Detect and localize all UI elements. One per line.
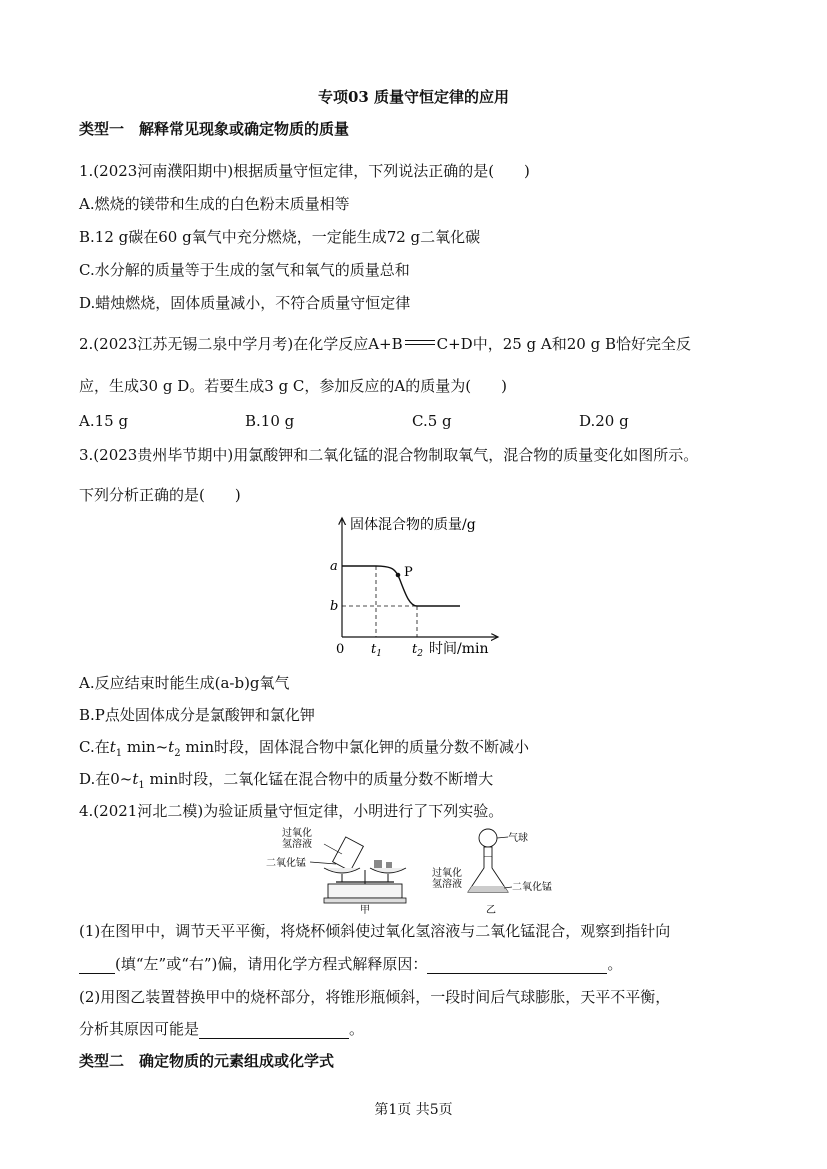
fig-a-label-mno2: 二氧化锰 xyxy=(266,858,306,869)
fig-b-label-h2o2-1: 过氧化 xyxy=(432,868,462,879)
mass-change-chart xyxy=(320,512,510,664)
section-heading-2: 类型二 确定物质的元素组成或化学式 xyxy=(79,1052,335,1070)
figure-b-flask xyxy=(424,824,572,914)
q3-option-b: B.P点处固体成分是氯酸钾和氯化钾 xyxy=(79,706,315,724)
origin-label: 0 xyxy=(336,642,345,657)
q3-option-c: C.在$t_1$ $\min\sim t_2$ min时段，固体混合物中氯化钾的质量分数不断减小 xyxy=(79,738,530,759)
section-heading-1: 类型一 解释常见现象或确定物质的质量 xyxy=(79,120,350,138)
q4-p1-line1: (1)在图甲中，调节天平平衡，将烧杯倾斜使过氧化氢溶液与二氧化锰混合，观察到指针向 xyxy=(79,922,671,940)
q1-option-a: A.燃烧的镁带和生成的白色粉末质量相等 xyxy=(79,195,350,213)
q3-stem-line2: 下列分析正确的是( ) xyxy=(79,486,241,504)
q2-option-c: C.5 g xyxy=(412,412,452,430)
q4-p1-mid: (填“左”或“右”)偏，请用化学方程式解释原因： xyxy=(115,955,428,973)
q3-c-pre: C.在 xyxy=(79,738,110,756)
q2-option-a: A.15 g xyxy=(79,412,129,430)
q3-option-a: A.反应结束时能生成(a-b)g氧气 xyxy=(79,674,290,692)
q2-stem-line2: 应，生成30 g D。若要生成3 g C，参加反应的A的质量为( ) xyxy=(79,377,507,395)
q3-c-post: min时段，固体混合物中氯化钾的质量分数不断减小 xyxy=(180,738,530,756)
fig-b-label-balloon: 气球 xyxy=(508,833,528,844)
point-p-label: P xyxy=(404,565,413,580)
q3-stem-line1: 3.(2023贵州毕节期中)用氯酸钾和二氧化锰的混合物制取氧气，混合物的质量变化如图所示。 xyxy=(79,446,699,464)
q2-option-b: B.10 g xyxy=(245,412,295,430)
y-axis-label: 固体混合物的质量/g xyxy=(350,517,476,533)
q3-option-d: D.在$0\sim t_1$ min时段，二氧化锰在混合物中的质量分数不断增大 xyxy=(79,770,494,791)
y-tick-b: b xyxy=(330,599,339,614)
series-line xyxy=(342,566,460,606)
q1-option-d: D.蜡烛燃烧，固体质量减小，不符合质量守恒定律 xyxy=(79,294,411,312)
q2-stem-post: C+D中，25 g A和20 g B恰好完全反 xyxy=(436,335,692,353)
q3-c-mid: min~ xyxy=(122,738,169,756)
fig-a-label-h2o2-1: 过氧化 xyxy=(282,828,312,839)
q4-p2-pre: 分析其原因可能是 xyxy=(79,1020,200,1038)
fig-b-label-mno2: 二氧化锰 xyxy=(512,882,552,893)
q2-stem xyxy=(79,333,691,354)
page-title: 专项03 质量守恒定律的应用 xyxy=(317,88,510,106)
page-footer: 第1页 共5页 xyxy=(374,1102,453,1118)
q4-p2-end: 。 xyxy=(349,1020,365,1038)
fig-a-caption: 甲 xyxy=(360,905,370,914)
q4-p2-line1: (2)用图乙装置替换甲中的烧杯部分，将锥形瓶倾斜，一段时间后气球膨胀，天平不平衡， xyxy=(79,988,671,1006)
answer-blank-1[interactable] xyxy=(79,958,115,974)
fig-b-label-h2o2-2: 氢溶液 xyxy=(432,879,462,890)
q1-option-c: C.水分解的质量等于生成的氢气和氧气的质量总和 xyxy=(79,261,410,279)
equals-sign-icon xyxy=(403,340,437,350)
x-tick-t2: $t_2$ xyxy=(412,642,423,659)
q4-p1-line2 xyxy=(79,953,622,974)
point-p xyxy=(396,573,401,578)
x-tick-t1: $t_1$ xyxy=(371,642,382,659)
q4-p1-end: 。 xyxy=(607,955,623,973)
q2-option-d: D.20 g xyxy=(579,412,629,430)
fig-b-caption: 乙 xyxy=(486,905,496,914)
q1-option-b: B.12 g碳在60 g氧气中充分燃烧，一定能生成72 g二氧化碳 xyxy=(79,228,481,246)
q1-stem: 1.(2023河南濮阳期中)根据质量守恒定律，下列说法正确的是( ) xyxy=(79,162,530,180)
answer-blank-3[interactable] xyxy=(199,1023,349,1039)
q3-d-post: min时段，二氧化锰在混合物中的质量分数不断增大 xyxy=(144,770,494,788)
figure-a-balance xyxy=(262,824,410,914)
q4-p2-line2 xyxy=(79,1018,364,1039)
y-tick-a: a xyxy=(330,559,338,574)
x-axis-label: 时间/min xyxy=(429,641,489,657)
q3-d-pre: D.在0~ xyxy=(79,770,133,788)
q2-stem-pre: 2.(2023江苏无锡二泉中学月考)在化学反应A+B xyxy=(79,335,403,353)
answer-blank-2[interactable] xyxy=(427,958,607,974)
fig-a-label-h2o2-2: 氢溶液 xyxy=(282,839,312,850)
q4-stem: 4.(2021河北二模)为验证质量守恒定律，小明进行了下列实验。 xyxy=(79,802,504,820)
